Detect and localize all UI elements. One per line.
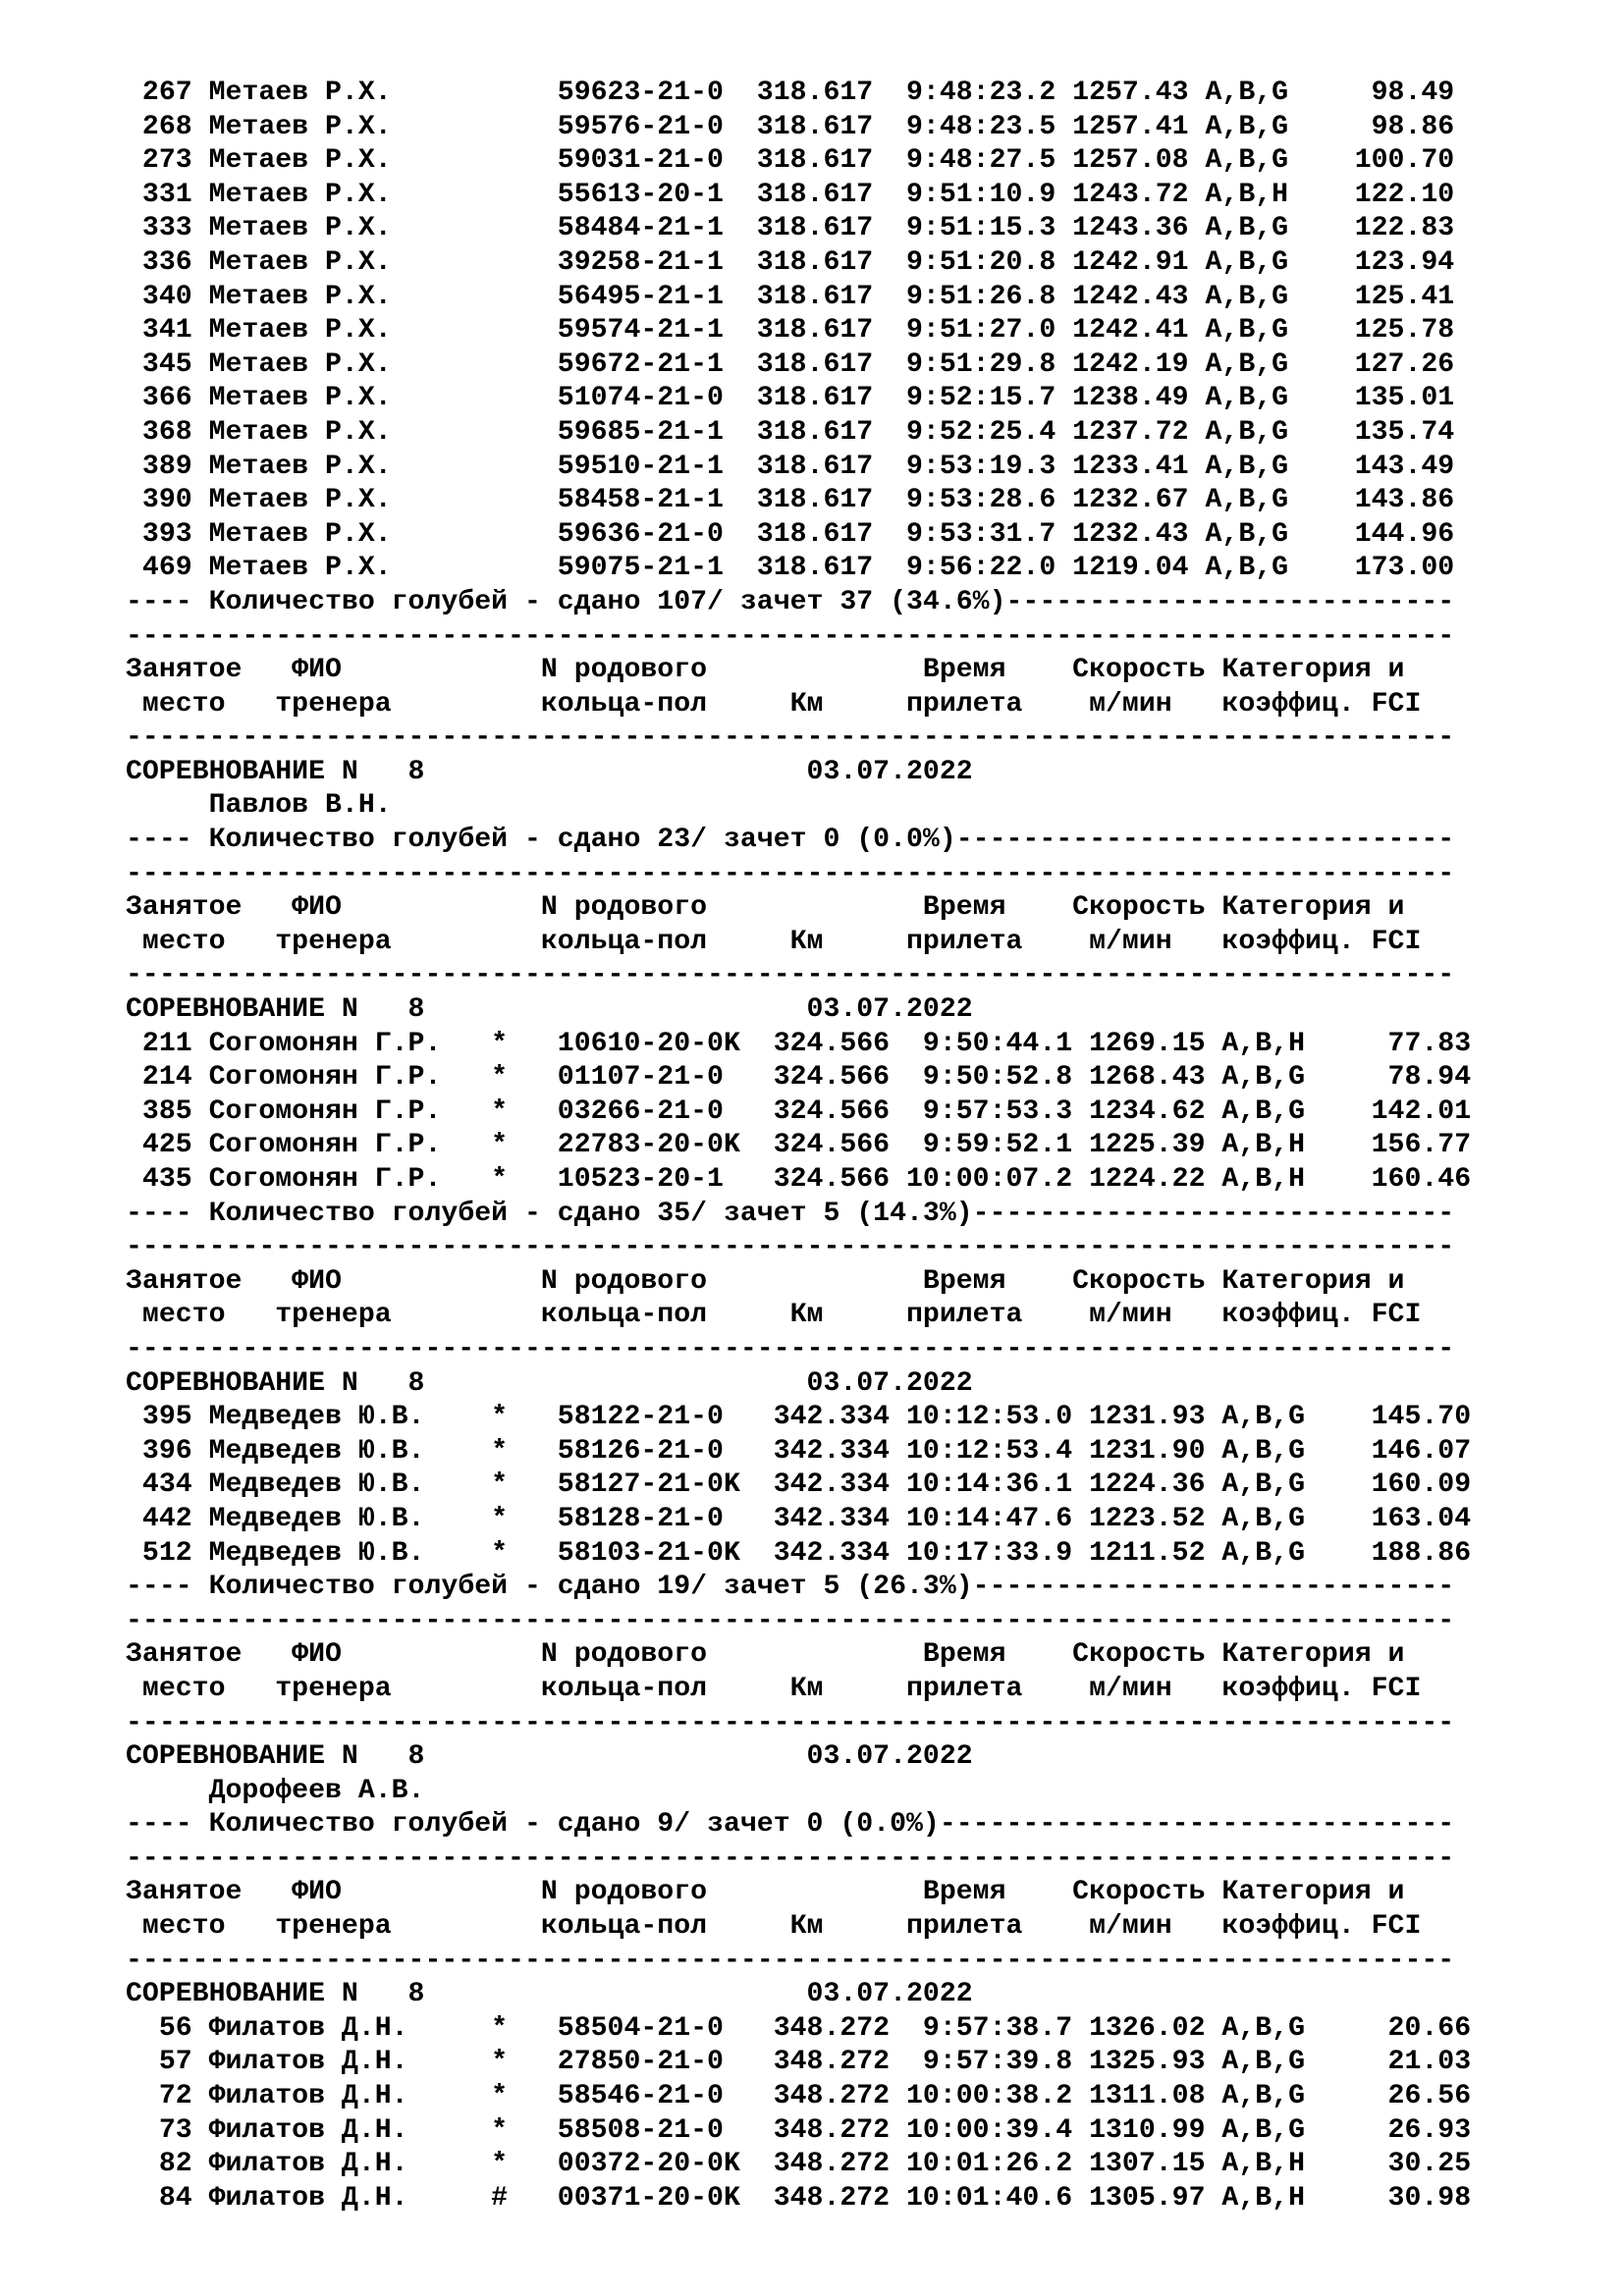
result-row: 333 Метаев Р.Х. 58484-21-1 318.617 9:51:15.3 1243.36 A,B,G 122.83 [126, 213, 1455, 244]
divider-line: -------------------------------------------------------------------------------- [126, 1605, 1455, 1636]
result-row: 390 Метаев Р.Х. 58458-21-1 318.617 9:53:28.6 1232.67 A,B,G 143.86 [126, 485, 1455, 516]
result-row: 73 Филатов Д.Н. * 58508-21-0 348.272 10:00:39.4 1310.99 A,B,G 26.93 [126, 2114, 1472, 2146]
summary-line: ---- Количество голубей - сдано 107/ зачет 37 (34.6%)--------------------------- [126, 586, 1455, 617]
divider-line: -------------------------------------------------------------------------------- [126, 1945, 1455, 1976]
result-row: 273 Метаев Р.Х. 59031-21-0 318.617 9:48:27.5 1257.08 A,B,G 100.70 [126, 145, 1455, 177]
competition-header: СОРЕВНОВАНИЕ N 8 03.07.2022 [126, 994, 973, 1026]
column-header: место тренера кольца-пол Км прилета м/мин коэффиц. FCI [126, 1300, 1422, 1331]
result-row: 341 Метаев Р.Х. 59574-21-1 318.617 9:51:27.0 1242.41 A,B,G 125.78 [126, 315, 1455, 347]
result-row: 395 Медведев Ю.В. * 58122-21-0 342.334 10:12:53.0 1231.93 A,B,G 145.70 [126, 1402, 1472, 1433]
column-header: Занятое ФИО N родового Время Скорость Категория и [126, 1265, 1405, 1297]
result-row: 82 Филатов Д.Н. * 00372-20-0K 348.272 10:01:26.2 1307.15 A,B,H 30.25 [126, 2149, 1472, 2180]
divider-line: -------------------------------------------------------------------------------- [126, 620, 1455, 652]
divider-line: -------------------------------------------------------------------------------- [126, 858, 1455, 889]
result-row: 331 Метаев Р.Х. 55613-20-1 318.617 9:51:10.9 1243.72 A,B,H 122.10 [126, 179, 1455, 210]
result-row: 385 Согомонян Г.Р. * 03266-21-0 324.566 9:57:53.3 1234.62 A,B,G 142.01 [126, 1095, 1472, 1127]
column-header: Занятое ФИО N родового Время Скорость Категория и [126, 655, 1405, 686]
result-row: 396 Медведев Ю.В. * 58126-21-0 342.334 10:12:53.4 1231.90 A,B,G 146.07 [126, 1435, 1472, 1467]
result-row: 211 Согомонян Г.Р. * 10610-20-0K 324.566 9:50:44.1 1269.15 A,B,H 77.83 [126, 1028, 1472, 1059]
result-row: 393 Метаев Р.Х. 59636-21-0 318.617 9:53:31.7 1232.43 A,B,G 144.96 [126, 518, 1455, 550]
column-header: место тренера кольца-пол Км прилета м/мин коэффиц. FCI [126, 926, 1422, 957]
competition-header: СОРЕВНОВАНИЕ N 8 03.07.2022 [126, 1367, 973, 1399]
result-row: 57 Филатов Д.Н. * 27850-21-0 348.272 9:57:39.8 1325.93 A,B,G 21.03 [126, 2047, 1472, 2078]
result-row: 389 Метаев Р.Х. 59510-21-1 318.617 9:53:19.3 1233.41 A,B,G 143.49 [126, 451, 1455, 482]
result-row: 84 Филатов Д.Н. # 00371-20-0K 348.272 10:01:40.6 1305.97 A,B,H 30.98 [126, 2182, 1472, 2214]
result-row: 435 Согомонян Г.Р. * 10523-20-1 324.566 10:00:07.2 1224.22 A,B,H 160.46 [126, 1164, 1472, 1195]
trainer-name: Павлов В.Н. [126, 790, 392, 822]
result-row: 366 Метаев Р.Х. 51074-21-0 318.617 9:52:15.7 1238.49 A,B,G 135.01 [126, 383, 1455, 414]
column-header: место тренера кольца-пол Км прилета м/мин коэффиц. FCI [126, 688, 1422, 720]
result-row: 268 Метаев Р.Х. 59576-21-0 318.617 9:48:23.5 1257.41 A,B,G 98.86 [126, 111, 1455, 142]
divider-line: -------------------------------------------------------------------------------- [126, 1333, 1455, 1364]
column-header: Занятое ФИО N родового Время Скорость Категория и [126, 892, 1405, 924]
divider-line: -------------------------------------------------------------------------------- [126, 1842, 1455, 1874]
result-row: 340 Метаев Р.Х. 56495-21-1 318.617 9:51:26.8 1242.43 A,B,G 125.41 [126, 281, 1455, 312]
result-row: 512 Медведев Ю.В. * 58103-21-0K 342.334 10:17:33.9 1211.52 A,B,G 188.86 [126, 1537, 1472, 1569]
divider-line: -------------------------------------------------------------------------------- [126, 1232, 1455, 1263]
result-row: 267 Метаев Р.Х. 59623-21-0 318.617 9:48:23.2 1257.43 A,B,G 98.49 [126, 78, 1455, 108]
summary-line: ---- Количество голубей - сдано 35/ зачет 5 (14.3%)----------------------------- [126, 1198, 1455, 1229]
summary-line: ---- Количество голубей - сдано 23/ зачет 0 (0.0%)------------------------------ [126, 825, 1455, 856]
summary-line: ---- Количество голубей - сдано 19/ зачет 5 (26.3%)----------------------------- [126, 1572, 1455, 1603]
column-header: Занятое ФИО N родового Время Скорость Категория и [126, 1639, 1405, 1671]
results-document [126, 77, 1598, 2216]
result-row: 442 Медведев Ю.В. * 58128-21-0 342.334 10:14:47.6 1223.52 A,B,G 163.04 [126, 1503, 1472, 1534]
divider-line: -------------------------------------------------------------------------------- [126, 1707, 1455, 1738]
result-row: 214 Согомонян Г.Р. * 01107-21-0 324.566 9:50:52.8 1268.43 A,B,G 78.94 [126, 1062, 1472, 1094]
column-header: Занятое ФИО N родового Время Скорость Категория и [126, 1877, 1405, 1908]
trainer-name: Дорофеев А.В. [126, 1775, 425, 1806]
result-row: 336 Метаев Р.Х. 39258-21-1 318.617 9:51:20.8 1242.91 A,B,G 123.94 [126, 246, 1455, 278]
competition-header: СОРЕВНОВАНИЕ N 8 03.07.2022 [126, 756, 973, 787]
result-row: 345 Метаев Р.Х. 59672-21-1 318.617 9:51:29.8 1242.19 A,B,G 127.26 [126, 348, 1455, 380]
result-row: 434 Медведев Ю.В. * 58127-21-0K 342.334 10:14:36.1 1224.36 A,B,G 160.09 [126, 1469, 1472, 1501]
column-header: место тренера кольца-пол Км прилета м/мин коэффиц. FCI [126, 1911, 1422, 1943]
result-row: 368 Метаев Р.Х. 59685-21-1 318.617 9:52:25.4 1237.72 A,B,G 135.74 [126, 416, 1455, 448]
result-row: 56 Филатов Д.Н. * 58504-21-0 348.272 9:57:38.7 1326.02 A,B,G 20.66 [126, 2012, 1472, 2044]
column-header: место тренера кольца-пол Км прилета м/мин коэффиц. FCI [126, 1673, 1422, 1704]
divider-line: -------------------------------------------------------------------------------- [126, 960, 1455, 991]
result-row: 425 Согомонян Г.Р. * 22783-20-0K 324.566 9:59:52.1 1225.39 A,B,H 156.77 [126, 1130, 1472, 1161]
competition-header: СОРЕВНОВАНИЕ N 8 03.07.2022 [126, 1741, 973, 1773]
result-row: 72 Филатов Д.Н. * 58546-21-0 348.272 10:00:38.2 1311.08 A,B,G 26.56 [126, 2081, 1472, 2112]
divider-line: -------------------------------------------------------------------------------- [126, 722, 1455, 754]
result-row: 469 Метаев Р.Х. 59075-21-1 318.617 9:56:22.0 1219.04 A,B,G 173.00 [126, 553, 1455, 584]
competition-header: СОРЕВНОВАНИЕ N 8 03.07.2022 [126, 1979, 973, 2010]
summary-line: ---- Количество голубей - сдано 9/ зачет 0 (0.0%)------------------------------- [126, 1809, 1455, 1841]
